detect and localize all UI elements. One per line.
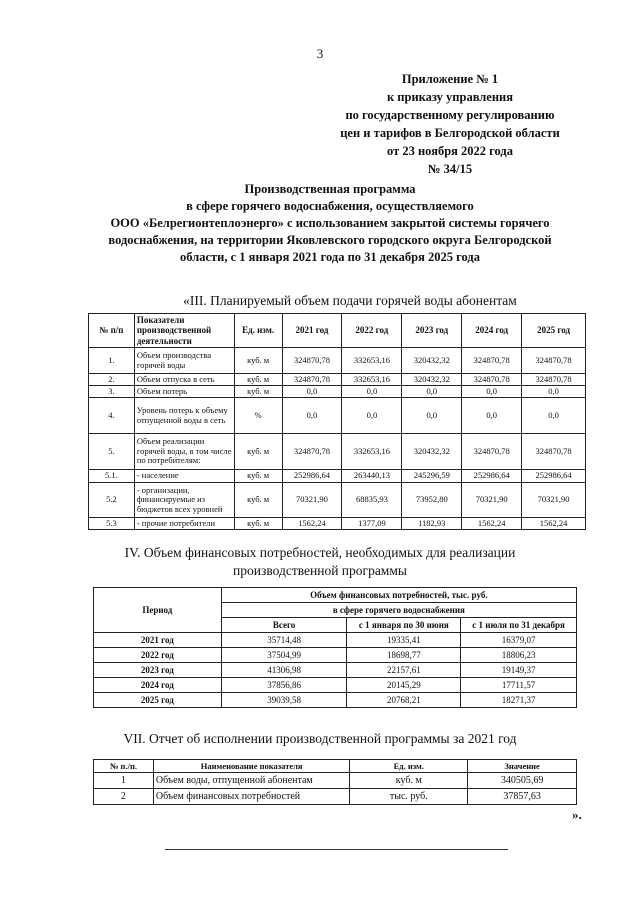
- section4-heading: [60, 544, 580, 580]
- header-hot-water: в сфере горячего водоснабжения: [221, 603, 576, 618]
- header-indicator: Показатели производственной деятельности: [134, 314, 234, 348]
- row-name: Объем производства горячей воды: [134, 348, 234, 374]
- row-period: 2022 год: [94, 648, 222, 663]
- row-unit: куб. м: [234, 470, 282, 483]
- row-value: 252986,64: [462, 470, 522, 483]
- row-num: 5.3: [89, 518, 135, 530]
- row-value: 1182,93: [402, 518, 462, 530]
- row-value: 1562,24: [522, 518, 586, 530]
- row-second-half: 18806,23: [461, 648, 577, 663]
- row-value: 0,0: [402, 386, 462, 398]
- table-row: [89, 386, 586, 398]
- row-value: 0,0: [522, 398, 586, 434]
- row-period: 2021 год: [94, 633, 222, 648]
- row-total: 39039,58: [221, 693, 347, 708]
- row-value: 73952,80: [402, 483, 462, 518]
- row-num: 1: [94, 773, 154, 789]
- row-unit: куб. м: [234, 386, 282, 398]
- row-unit: куб. м: [234, 434, 282, 470]
- row-name: - население: [134, 470, 234, 483]
- row-value: 324870,78: [462, 374, 522, 386]
- header-year: 2025 год: [522, 314, 586, 348]
- header-second-half: с 1 июля по 31 декабря: [461, 618, 577, 633]
- table-row: [94, 663, 577, 678]
- row-second-half: 19149,37: [461, 663, 577, 678]
- row-name: Объем реализации горячей воды, в том числе по потребителям:: [134, 434, 234, 470]
- table-row: [89, 518, 586, 530]
- header-num: № п./п.: [94, 760, 154, 773]
- row-second-half: 17711,57: [461, 678, 577, 693]
- table-row: [94, 648, 577, 663]
- row-unit: куб. м: [234, 483, 282, 518]
- financial-needs-table: [93, 587, 577, 708]
- row-value: 70321,90: [462, 483, 522, 518]
- page-number: 3: [316, 46, 324, 61]
- row-total: 41306,98: [221, 663, 347, 678]
- header-year: 2023 год: [402, 314, 462, 348]
- row-unit: тыс. руб.: [350, 789, 468, 805]
- row-name: Объем финансовых потребностей: [153, 789, 350, 805]
- row-value: 324870,78: [282, 374, 342, 386]
- header-financial-needs: Объем финансовых потребностей, тыс. руб.: [221, 588, 576, 603]
- row-first-half: 22157,61: [347, 663, 461, 678]
- row-value: 332653,16: [342, 348, 402, 374]
- row-value: 0,0: [522, 386, 586, 398]
- row-first-half: 19335,41: [347, 633, 461, 648]
- row-value: 0,0: [462, 386, 522, 398]
- header-total: Всего: [221, 618, 347, 633]
- row-value: 0,0: [342, 386, 402, 398]
- row-unit: %: [234, 398, 282, 434]
- header-year: 2022 год: [342, 314, 402, 348]
- section4-heading-line: IV. Объем финансовых потребностей, необходимых для реализации: [124, 545, 516, 560]
- appendix-header: [300, 70, 600, 178]
- section3-heading: «III. Планируемый объем подачи горячей воды абонентам: [183, 293, 517, 308]
- appendix-line: по государственному регулированию: [345, 108, 555, 122]
- section4-heading-line: производственной программы: [233, 563, 407, 578]
- row-value: 252986,64: [522, 470, 586, 483]
- row-num: 2.: [89, 374, 135, 386]
- row-first-half: 20768,21: [347, 693, 461, 708]
- row-value: 324870,78: [462, 434, 522, 470]
- table-row: [94, 693, 577, 708]
- row-name: - прочие потребители: [134, 518, 234, 530]
- divider-line: [165, 849, 508, 850]
- appendix-line: цен и тарифов в Белгородской области: [340, 126, 560, 140]
- row-num: 3.: [89, 386, 135, 398]
- table-row: [89, 374, 586, 386]
- row-num: 5.2: [89, 483, 135, 518]
- appendix-line: Приложение № 1: [401, 72, 499, 86]
- title-line: области, с 1 января 2021 года по 31 декабря 2025 года: [180, 250, 480, 264]
- title-line: ООО «Белрегионтеплоэнерго» с использованием закрытой системы горячего: [110, 216, 550, 230]
- document-title: [70, 181, 590, 266]
- header-name: Наименование показателя: [153, 760, 350, 773]
- row-value: 320432,32: [402, 434, 462, 470]
- row-value: 324870,78: [282, 434, 342, 470]
- row-value: 245296,59: [402, 470, 462, 483]
- row-value: 324870,78: [522, 348, 586, 374]
- row-total: 35714,48: [221, 633, 347, 648]
- table-row: [94, 678, 577, 693]
- row-value: 332653,16: [342, 434, 402, 470]
- row-value: 70321,90: [282, 483, 342, 518]
- row-unit: куб. м: [234, 518, 282, 530]
- row-num: 4.: [89, 398, 135, 434]
- header-year: 2021 год: [282, 314, 342, 348]
- header-num: № п/п: [89, 314, 135, 348]
- header-year: 2024 год: [462, 314, 522, 348]
- table-row: [89, 483, 586, 518]
- row-name: Уровень потерь к объему отпущенной воды в сеть: [134, 398, 234, 434]
- hot-water-volume-table: [88, 313, 586, 530]
- row-value: 0,0: [462, 398, 522, 434]
- row-second-half: 16379,07: [461, 633, 577, 648]
- header-first-half: с 1 января по 30 июня: [347, 618, 461, 633]
- row-value: 332653,16: [342, 374, 402, 386]
- row-value: 0,0: [282, 386, 342, 398]
- row-name: Объем отпуска в сеть: [134, 374, 234, 386]
- row-first-half: 18698,77: [347, 648, 461, 663]
- row-unit: куб. м: [350, 773, 468, 789]
- row-total: 37856,86: [221, 678, 347, 693]
- row-value: 252986,64: [282, 470, 342, 483]
- row-name: Объем воды, отпущенной абонентам: [153, 773, 350, 789]
- row-value: 324870,78: [282, 348, 342, 374]
- row-value: 37857,63: [468, 789, 577, 805]
- row-value: 263440,13: [342, 470, 402, 483]
- row-value: 0,0: [282, 398, 342, 434]
- row-value: 0,0: [342, 398, 402, 434]
- row-value: 0,0: [402, 398, 462, 434]
- row-unit: куб. м: [234, 374, 282, 386]
- row-value: 1562,24: [462, 518, 522, 530]
- row-value: 324870,78: [522, 374, 586, 386]
- appendix-line: от 23 ноября 2022 года: [387, 144, 513, 158]
- row-value: 320432,32: [402, 348, 462, 374]
- row-value: 68835,93: [342, 483, 402, 518]
- table-row: [89, 348, 586, 374]
- closing-quote: ».: [572, 807, 582, 822]
- table-row: [89, 398, 586, 434]
- row-period: 2025 год: [94, 693, 222, 708]
- row-value: 340505,69: [468, 773, 577, 789]
- row-unit: куб. м: [234, 348, 282, 374]
- row-second-half: 18271,37: [461, 693, 577, 708]
- row-num: 1.: [89, 348, 135, 374]
- row-num: 5.: [89, 434, 135, 470]
- row-period: 2023 год: [94, 663, 222, 678]
- row-value: 1562,24: [282, 518, 342, 530]
- table-row: [89, 470, 586, 483]
- section7-heading: VII. Отчет об исполнении производственной программы за 2021 год: [123, 731, 517, 746]
- row-value: 324870,78: [462, 348, 522, 374]
- row-value: 320432,32: [402, 374, 462, 386]
- row-name: Объем потерь: [134, 386, 234, 398]
- row-name: - организации, финансируемые из бюджетов всех уровней: [134, 483, 234, 518]
- row-num: 2: [94, 789, 154, 805]
- table-row: [94, 633, 577, 648]
- table-row: [94, 789, 577, 805]
- header-unit: Ед. изм.: [234, 314, 282, 348]
- row-value: 324870,78: [522, 434, 586, 470]
- title-line: в сфере горячего водоснабжения, осуществляемого: [186, 199, 474, 213]
- header-unit: Ед. изм.: [350, 760, 468, 773]
- row-value: 70321,90: [522, 483, 586, 518]
- appendix-line: № 34/15: [427, 162, 473, 176]
- appendix-line: к приказу управления: [386, 90, 514, 104]
- row-total: 37504,99: [221, 648, 347, 663]
- title-line: Производственная программа: [244, 182, 416, 196]
- row-num: 5.1.: [89, 470, 135, 483]
- execution-report-table: [93, 759, 577, 805]
- row-period: 2024 год: [94, 678, 222, 693]
- table-row: [94, 773, 577, 789]
- table-row: [89, 434, 586, 470]
- header-value: Значение: [468, 760, 577, 773]
- header-period: Период: [94, 588, 222, 633]
- row-value: 1377,09: [342, 518, 402, 530]
- row-first-half: 20145,29: [347, 678, 461, 693]
- title-line: водоснабжения, на территории Яковлевского городского округа Белгородской: [108, 233, 552, 247]
